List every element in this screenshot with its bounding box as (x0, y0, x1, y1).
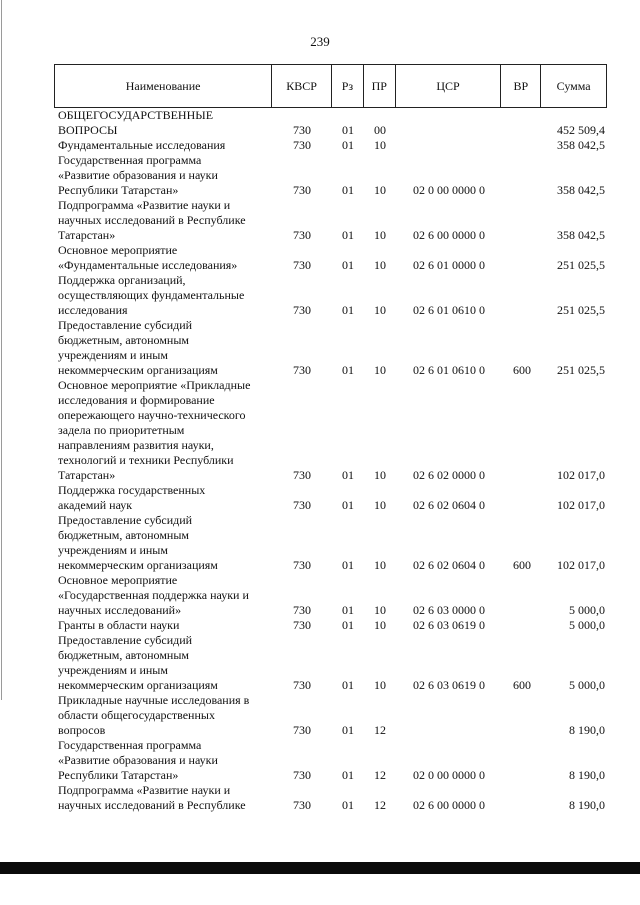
row-name-line: научных исследований» (58, 603, 182, 617)
row-kvsr: 730 (293, 183, 311, 197)
row-name (54, 633, 272, 693)
row-kvsr: 730 (293, 498, 311, 512)
row-name-line: Основное мероприятие (58, 243, 178, 257)
row-name-line: задела по приоритетным (58, 423, 185, 437)
row-sum: 8 190,0 (569, 798, 605, 812)
row-name-line: Прикладные научные исследования в (58, 693, 250, 707)
row-pr: 10 (374, 603, 386, 617)
header-sum: Сумма (556, 78, 591, 93)
page-number: 239 (310, 34, 330, 49)
row-name-line: бюджетным, автономным (58, 333, 189, 347)
row-pr: 00 (374, 123, 386, 137)
row-name-line: Гранты в области науки (58, 618, 180, 632)
header-vr: ВР (501, 65, 541, 107)
row-kvsr: 730 (293, 678, 311, 692)
row-rz: 01 (342, 303, 354, 317)
row-rz: 01 (342, 618, 354, 632)
row-csr: 02 6 00 0000 0 (413, 798, 485, 812)
table-row (54, 633, 607, 693)
row-rz: 01 (342, 258, 354, 272)
row-name-line: Государственная программа (58, 153, 202, 167)
row-name-line: научных исследований в Республике (58, 798, 246, 812)
row-name-line: некоммерческим организациям (58, 678, 218, 692)
row-name-line: области общегосударственных (58, 708, 215, 722)
row-name (54, 693, 272, 738)
row-csr: 02 6 02 0000 0 (413, 468, 485, 482)
row-kvsr: 730 (293, 768, 311, 782)
row-csr: 02 6 01 0000 0 (413, 258, 485, 272)
row-name-line: Основное мероприятие (58, 573, 178, 587)
row-name (54, 783, 272, 813)
row-kvsr: 730 (293, 468, 311, 482)
row-csr: 02 6 03 0619 0 (413, 618, 485, 632)
row-csr: 02 6 00 0000 0 (413, 228, 485, 242)
row-name (54, 378, 272, 483)
table-row (54, 108, 607, 138)
table-row (54, 738, 607, 783)
row-name (54, 513, 272, 573)
row-rz: 01 (342, 138, 354, 152)
row-name (54, 153, 272, 198)
row-name-line: Поддержка организаций, (58, 273, 186, 287)
row-name-line: Предоставление субсидий (58, 318, 193, 332)
table-row (54, 153, 607, 198)
row-name-line: учреждениям и иным (58, 348, 168, 362)
row-sum: 8 190,0 (569, 723, 605, 737)
row-csr: 02 6 03 0619 0 (413, 678, 485, 692)
row-pr: 10 (374, 468, 386, 482)
header-csr: ЦСР (396, 65, 502, 107)
row-name (54, 198, 272, 243)
row-name-line: «Развитие образования и науки (58, 168, 218, 182)
row-sum: 251 025,5 (557, 363, 605, 377)
row-name-line: учреждениям и иным (58, 543, 168, 557)
row-rz: 01 (342, 468, 354, 482)
row-pr: 10 (374, 228, 386, 242)
row-kvsr: 730 (293, 258, 311, 272)
row-name-line: Республики Татарстан» (58, 183, 179, 197)
row-name-line: исследования (58, 303, 128, 317)
row-name (54, 318, 272, 378)
row-name (54, 108, 272, 138)
row-sum: 102 017,0 (557, 498, 605, 512)
row-pr: 10 (374, 138, 386, 152)
row-name-line: академий наук (58, 498, 133, 512)
row-pr: 10 (374, 183, 386, 197)
table-row (54, 243, 607, 273)
row-kvsr: 730 (293, 558, 311, 572)
row-pr: 10 (374, 258, 386, 272)
row-pr: 10 (374, 558, 386, 572)
table-header (54, 64, 607, 108)
row-rz: 01 (342, 498, 354, 512)
row-vr: 600 (513, 558, 531, 572)
row-name (54, 573, 272, 618)
row-name-line: «Государственная поддержка науки и (58, 588, 249, 602)
row-rz: 01 (342, 228, 354, 242)
row-csr: 02 6 01 0610 0 (413, 303, 485, 317)
row-name-line: Республики Татарстан» (58, 768, 179, 782)
row-sum: 358 042,5 (557, 183, 605, 197)
row-name (54, 138, 272, 153)
row-name-line: Предоставление субсидий (58, 633, 193, 647)
row-name-line: «Развитие образования и науки (58, 753, 218, 767)
row-name-line: ОБЩЕГОСУДАРСТВЕННЫЕ (58, 108, 214, 122)
row-sum: 5 000,0 (569, 618, 605, 632)
row-name (54, 738, 272, 783)
row-rz: 01 (342, 363, 354, 377)
row-csr: 02 6 01 0610 0 (413, 363, 485, 377)
row-sum: 5 000,0 (569, 603, 605, 617)
row-csr: 02 0 00 0000 0 (413, 183, 485, 197)
row-rz: 01 (342, 183, 354, 197)
table-row (54, 138, 607, 153)
row-name-line: Основное мероприятие «Прикладные (58, 378, 251, 392)
row-name-line: учреждениям и иным (58, 663, 168, 677)
header-name: Наименование (55, 65, 272, 107)
table-row (54, 483, 607, 513)
row-pr: 10 (374, 618, 386, 632)
row-name-line: вопросов (58, 723, 106, 737)
row-name-line: Государственная программа (58, 738, 202, 752)
row-csr: 02 6 03 0000 0 (413, 603, 485, 617)
row-name-line: Поддержка государственных (58, 483, 206, 497)
row-rz: 01 (342, 678, 354, 692)
row-kvsr: 730 (293, 138, 311, 152)
row-name-line: направлениям развития науки, (58, 438, 214, 452)
row-name-line: Фундаментальные исследования (58, 138, 226, 152)
scan-bottom-bar (0, 862, 640, 874)
row-name-line: бюджетным, автономным (58, 648, 189, 662)
row-kvsr: 730 (293, 303, 311, 317)
row-name-line: научных исследований в Республике (58, 213, 246, 227)
row-sum: 5 000,0 (569, 678, 605, 692)
row-pr: 10 (374, 678, 386, 692)
row-name-line: некоммерческим организациям (58, 363, 218, 377)
row-pr: 10 (374, 363, 386, 377)
row-rz: 01 (342, 798, 354, 812)
table-row (54, 198, 607, 243)
table-row (54, 573, 607, 618)
row-rz: 01 (342, 603, 354, 617)
row-vr: 600 (513, 363, 531, 377)
row-kvsr: 730 (293, 798, 311, 812)
table-row (54, 783, 607, 813)
header-kvsr: КВСР (272, 65, 332, 107)
table-row (54, 513, 607, 573)
row-sum: 251 025,5 (557, 258, 605, 272)
row-name-line: исследования и формирование (58, 393, 215, 407)
row-pr: 12 (374, 798, 386, 812)
table-row (54, 273, 607, 318)
row-name (54, 243, 272, 273)
row-name-line: опережающего научно-технического (58, 408, 246, 422)
row-sum: 251 025,5 (557, 303, 605, 317)
row-name-line: некоммерческим организациям (58, 558, 218, 572)
row-kvsr: 730 (293, 228, 311, 242)
table-row (54, 618, 607, 633)
row-sum: 102 017,0 (557, 558, 605, 572)
row-pr: 10 (374, 303, 386, 317)
row-sum: 358 042,5 (557, 228, 605, 242)
row-name-line: осуществляющих фундаментальные (58, 288, 245, 302)
row-name-line: бюджетным, автономным (58, 528, 189, 542)
row-csr: 02 6 02 0604 0 (413, 558, 485, 572)
row-pr: 10 (374, 498, 386, 512)
row-kvsr: 730 (293, 618, 311, 632)
row-kvsr: 730 (293, 723, 311, 737)
table-row (54, 378, 607, 483)
left-margin-rule (1, 0, 2, 700)
row-sum: 8 190,0 (569, 768, 605, 782)
row-name-line: технологий и техники Республики (58, 453, 234, 467)
header-pr: ПР (364, 65, 396, 107)
table-row (54, 693, 607, 738)
header-rz: Рз (332, 65, 364, 107)
row-rz: 01 (342, 123, 354, 137)
row-name-line: «Фундаментальные исследования» (58, 258, 238, 272)
row-sum: 452 509,4 (557, 123, 605, 137)
row-name (54, 618, 272, 633)
table-row (54, 318, 607, 378)
row-kvsr: 730 (293, 603, 311, 617)
row-name-line: ВОПРОСЫ (58, 123, 118, 137)
row-name-line: Подпрограмма «Развитие науки и (58, 198, 231, 212)
row-rz: 01 (342, 558, 354, 572)
row-rz: 01 (342, 768, 354, 782)
row-name (54, 273, 272, 318)
row-csr: 02 6 02 0604 0 (413, 498, 485, 512)
row-kvsr: 730 (293, 123, 311, 137)
row-csr: 02 0 00 0000 0 (413, 768, 485, 782)
row-sum: 102 017,0 (557, 468, 605, 482)
row-rz: 01 (342, 723, 354, 737)
row-sum: 358 042,5 (557, 138, 605, 152)
row-pr: 12 (374, 768, 386, 782)
row-name-line: Предоставление субсидий (58, 513, 193, 527)
row-name-line: Подпрограмма «Развитие науки и (58, 783, 231, 797)
row-vr: 600 (513, 678, 531, 692)
row-name (54, 483, 272, 513)
row-name-line: Татарстан» (58, 228, 116, 242)
table-body (54, 108, 607, 813)
row-name-line: Татарстан» (58, 468, 116, 482)
row-pr: 12 (374, 723, 386, 737)
row-kvsr: 730 (293, 363, 311, 377)
